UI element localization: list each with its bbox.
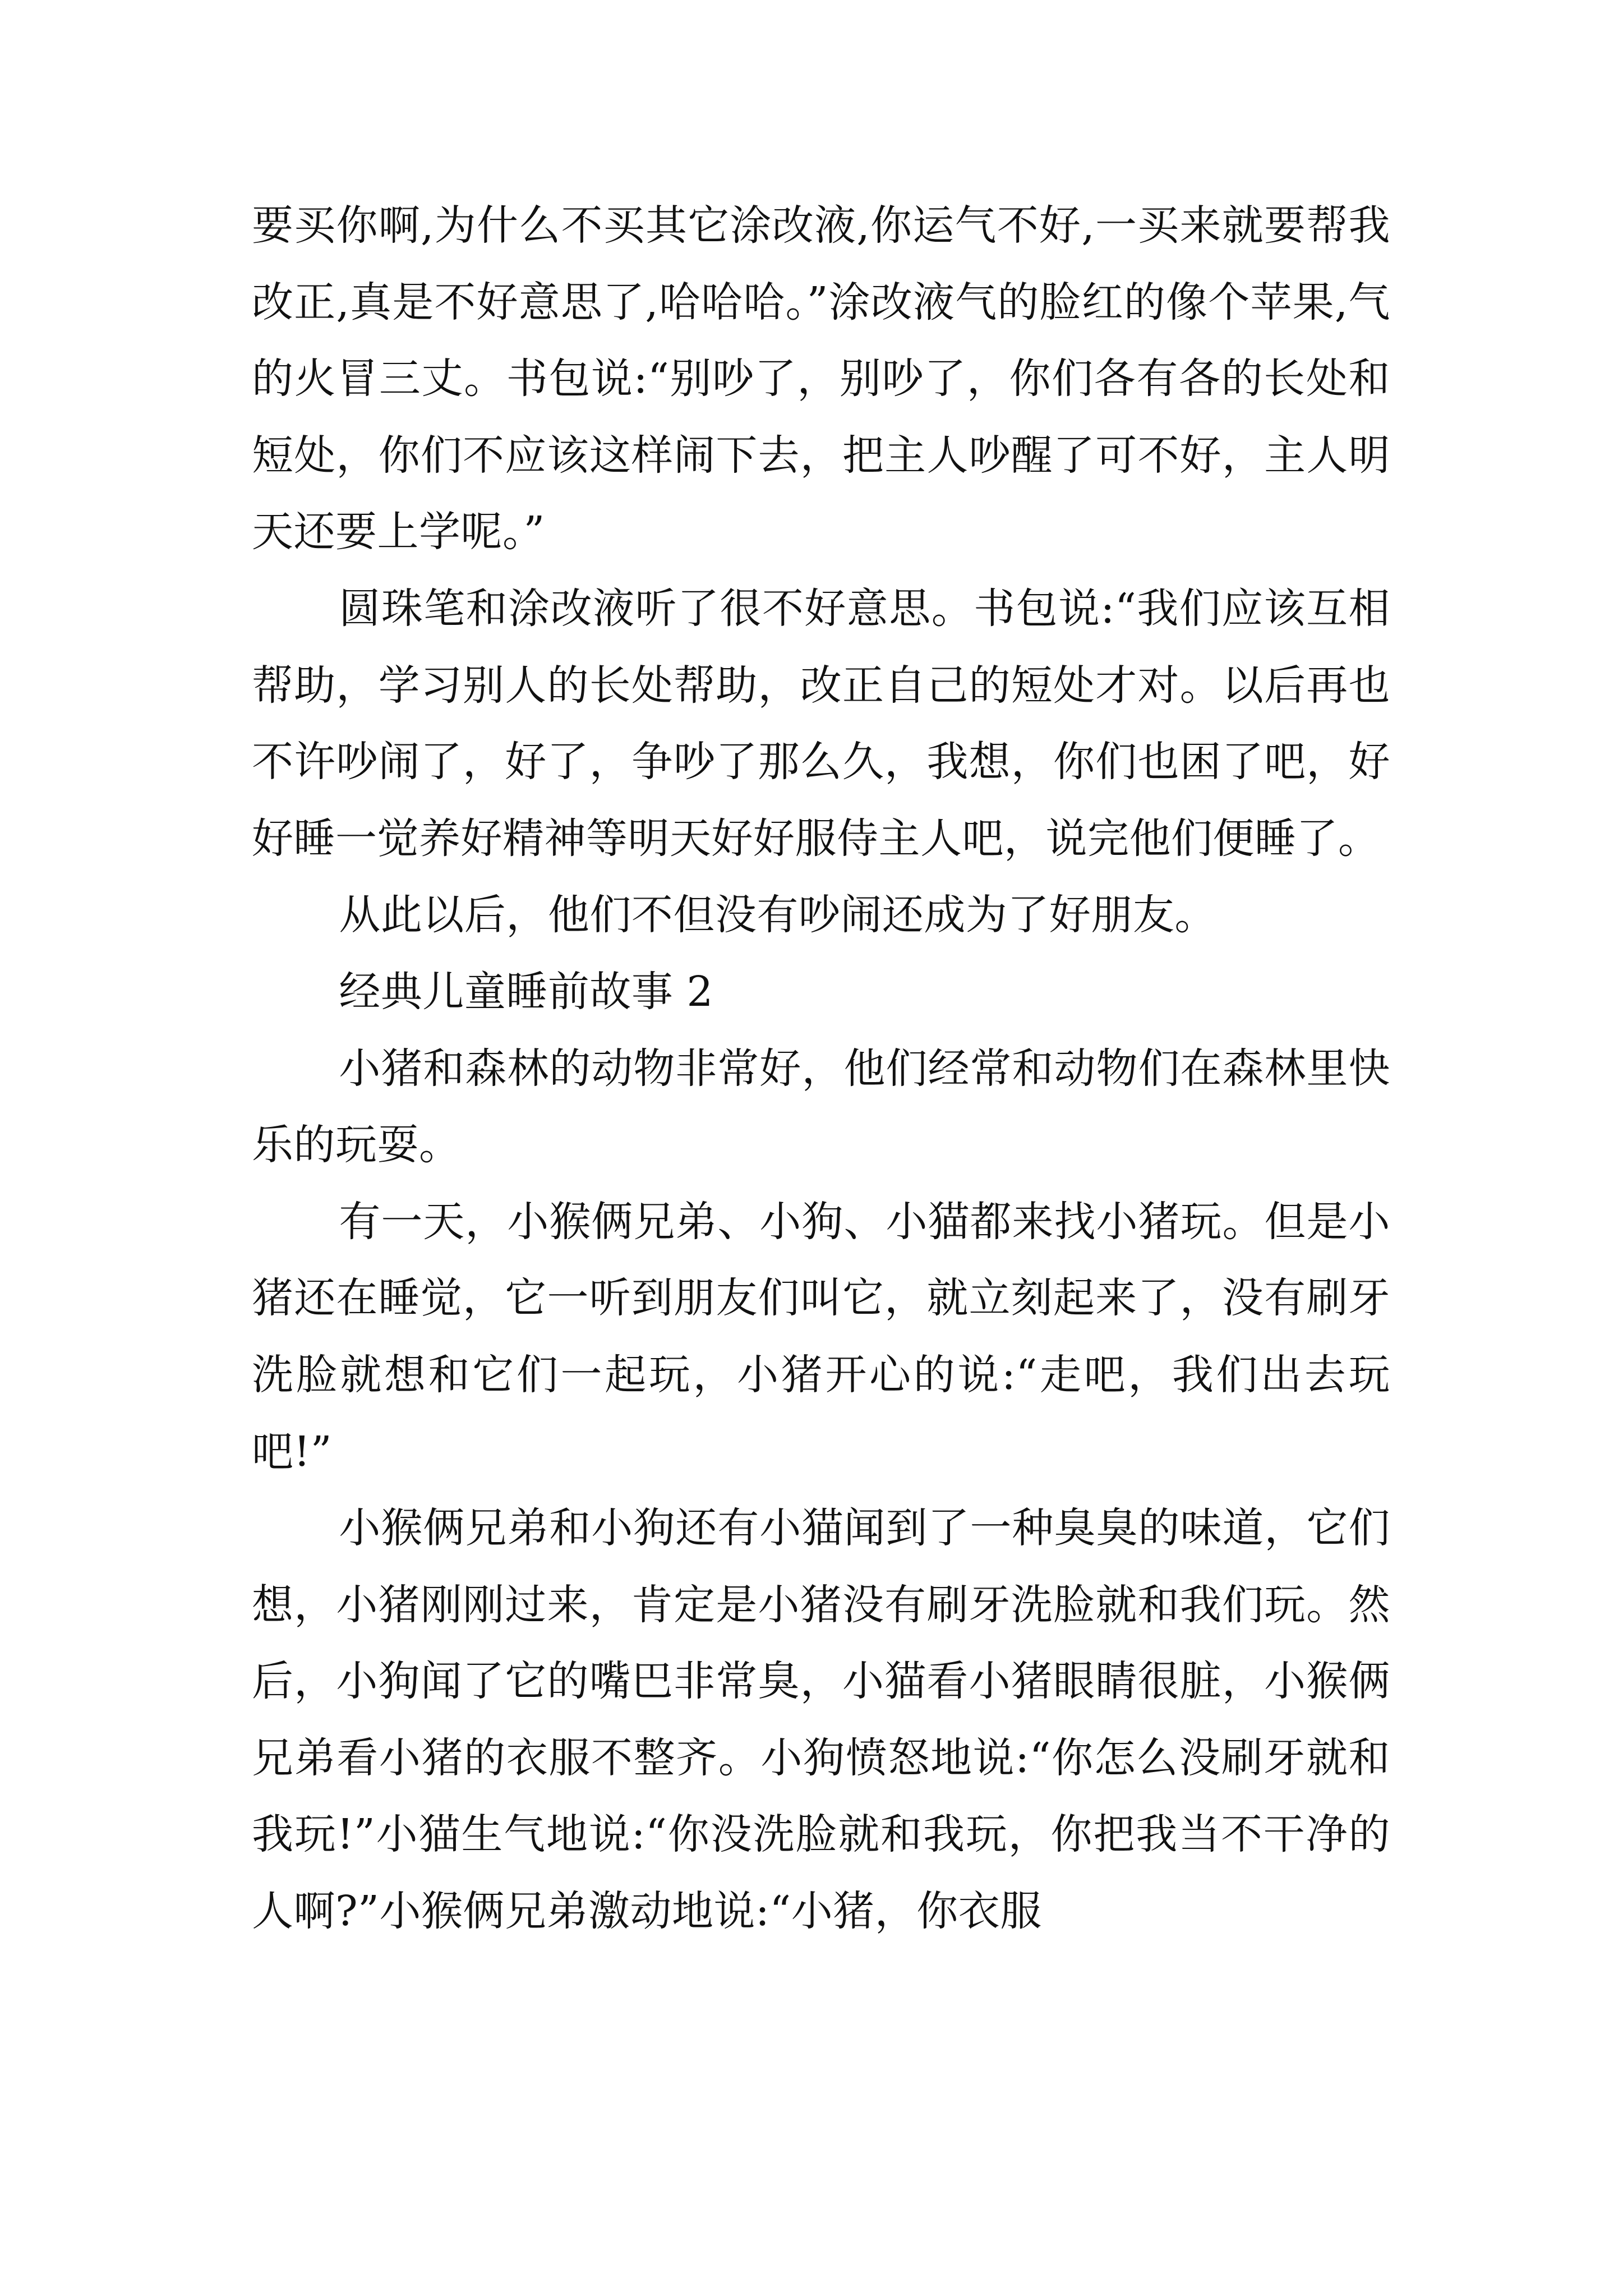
paragraph: 圆珠笔和涂改液听了很不好意思。书包说:“我们应该互相帮助，学习别人的长处帮助，改正自己的短处才对。以后再也不许吵闹了，好了，争吵了那么久，我想，你们也困了吧，好好睡一觉养好精神等明天好好服侍主人吧，说完他们便睡了。	[252, 584, 1390, 863]
paragraph: 从此以后，他们不但没有吵闹还成为了好朋友。	[339, 891, 1216, 940]
document-body	[252, 187, 1390, 1950]
paragraph: 小猪和森林的动物非常好，他们经常和动物们在森林里快乐的玩耍。	[252, 1044, 1390, 1170]
paragraph: 有一天，小猴俩兄弟、小狗、小猫都来找小猪玩。但是小猪还在睡觉，它一听到朋友们叫它，就立刻起来了，没有刷牙洗脸就想和它们一起玩，小猪开心的说:“走吧，我们出去玩吧!”	[252, 1197, 1390, 1476]
paragraph: 小猴俩兄弟和小狗还有小猫闻到了一种臭臭的味道，它们想，小猪刚刚过来，肯定是小猪没有刷牙洗脸就和我们玩。然后，小狗闻了它的嘴巴非常臭，小猫看小猪眼睛很脏，小猴俩兄弟看小猪的衣服不整齐。小狗愤怒地说:“你怎么没刷牙就和我玩!”小猫生气地说:“你没洗脸就和我玩，你把我当不干净的人啊?”小猴俩兄弟激动地说:“小猪，你衣服	[252, 1504, 1390, 1936]
paragraph-continuation: 要买你啊,为什么不买其它涂改液,你运气不好,一买来就要帮我改正,真是不好意思了,哈哈哈。”涂改液气的脸红的像个苹果,气的火冒三丈。书包说:“别吵了，别吵了，你们各有各的长处和短处，你们不应该这样闹下去，把主人吵醒了可不好，主人明天还要上学呢。”	[252, 201, 1390, 556]
section-heading: 经典儿童睡前故事 2	[339, 967, 713, 1016]
